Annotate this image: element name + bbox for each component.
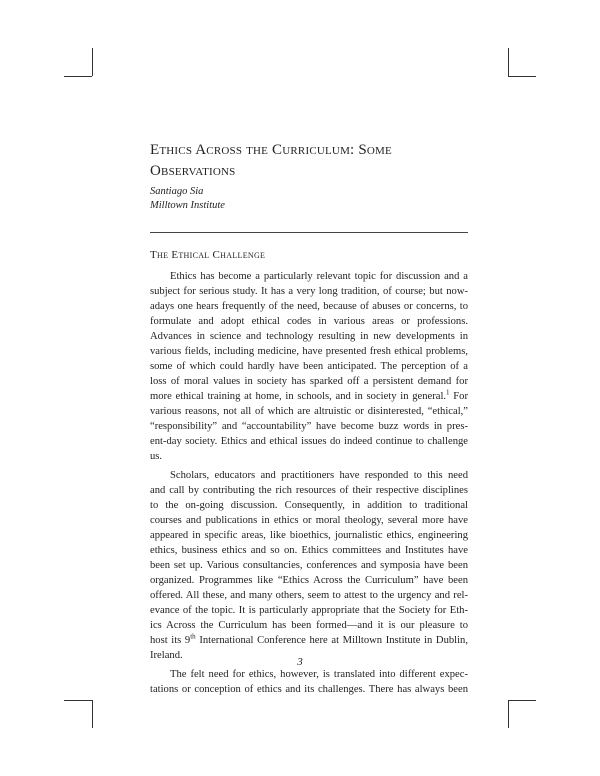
text-line: offered. All these, and many others, seem to attest to the urgency and rel- (150, 590, 468, 601)
title-line: Ethics Across the Curriculum: Some (150, 142, 392, 158)
title-line: Observations (150, 163, 236, 179)
text-line: us. (150, 451, 163, 462)
text-line (150, 633, 468, 648)
crop-mark-bottom-left (64, 700, 92, 701)
text-line: “responsibility” and “accountability” have become buzz words in pres- (150, 421, 468, 432)
text-line: formulate and adopt ethical codes in various areas or professions. (150, 316, 468, 327)
text-line-end: For (449, 391, 468, 402)
text-line: ics Across the Curriculum has been formed—and it is our pleasure to (150, 620, 468, 631)
text-line: some of which could hardly have been anticipated. The perception of a (150, 361, 468, 372)
crop-mark-top-left (64, 76, 92, 77)
text-line: Ethics has become a particularly relevant topic for discussion and a (170, 271, 468, 282)
text-line: adays one hears frequently of the need, because of abuses or concerns, to (150, 301, 468, 312)
text-line: Advances in science and technology resulting in new developments in (150, 331, 468, 342)
text-line (150, 389, 468, 404)
article-title (150, 140, 470, 182)
paragraph (150, 667, 468, 697)
text-line: organized. Programmes like “Ethics Across the Curriculum” have been (150, 575, 468, 586)
paragraph (150, 269, 468, 464)
text-line-start: more ethical training at home, in schools, and in society in general. (150, 391, 447, 402)
ordinal-suffix: th (190, 632, 196, 641)
section-heading: The Ethical Challenge (150, 249, 266, 261)
text-line-start: host its 9 (150, 635, 191, 646)
text-line-end: International Conference here at Milltown Institute in Dublin, (195, 635, 469, 646)
author-name: Santiago Sia (150, 186, 204, 197)
text-line: been set up. Various consultancies, conferences and symposia have been (150, 560, 468, 571)
text-line: to the on-going discussion. Consequently, in addition to traditional (150, 500, 468, 511)
text-line: subject for serious study. It has a very long tradition, of course; but now- (150, 286, 468, 297)
crop-mark-top-left (92, 48, 93, 76)
text-line: Scholars, educators and practitioners have responded to this need (170, 470, 468, 481)
crop-mark-top-right (508, 76, 536, 77)
author-affiliation: Milltown Institute (150, 200, 225, 211)
article-body (150, 269, 468, 697)
page-number: 3 (297, 656, 303, 668)
text-line: various fields, including medicine, have presented fresh ethical problems, (150, 346, 468, 357)
paragraph (150, 468, 468, 663)
text-line: ent-day society. Ethics and ethical issues do indeed continue to challenge (150, 436, 468, 447)
text-line: loss of moral values in society has sparked off a persistent demand for (150, 376, 468, 387)
text-line: ethics, business ethics and so on. Ethics committees and Institutes have (150, 545, 468, 556)
text-line: tations or conception of ethics and its challenges. There has always been (150, 684, 468, 695)
text-line: and call by contributing the rich resources of their respective disciplines (150, 485, 468, 496)
footnote-marker[interactable]: 1 (446, 388, 450, 397)
crop-mark-bottom-right (508, 700, 536, 701)
text-line: various reasons, not all of which are altruistic or disinterested, “ethical,” (150, 406, 468, 417)
text-line: appeared in specific areas, like bioethics, journalistic ethics, engineering (150, 530, 468, 541)
crop-mark-bottom-left (92, 700, 93, 728)
text-line: Ireland. (150, 650, 183, 661)
text-line: The felt need for ethics, however, is translated into different expec- (170, 669, 468, 680)
text-line: courses and publications in ethics or moral theology, several more have (150, 515, 468, 526)
crop-mark-top-right (508, 48, 509, 76)
crop-mark-bottom-right (508, 700, 509, 728)
section-divider (150, 232, 468, 233)
text-line: evance of the topic. It is particularly appropriate that the Society for Eth- (150, 605, 468, 616)
